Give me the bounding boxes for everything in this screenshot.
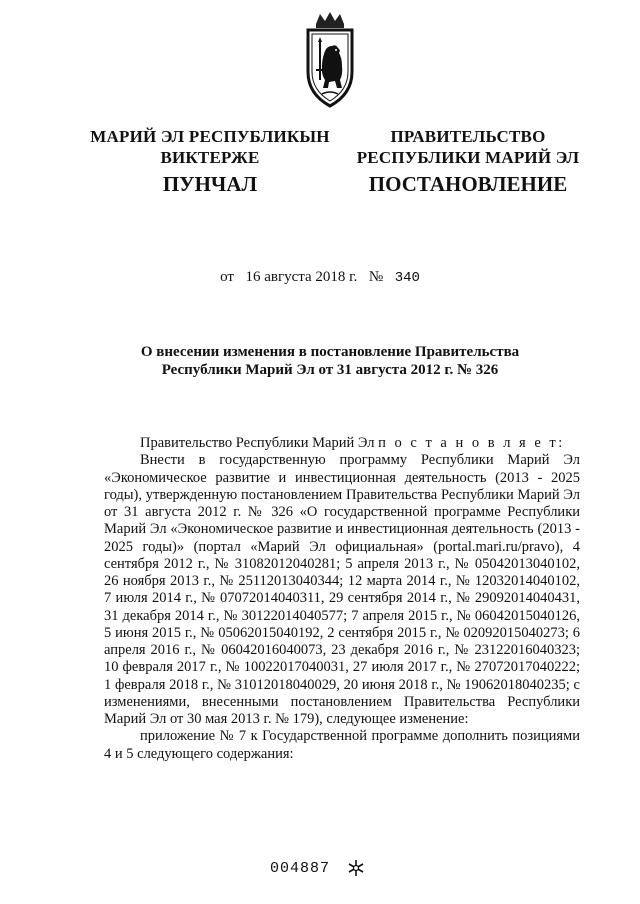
resolution-intro xyxy=(104,435,580,452)
header-right-line1: ПРАВИТЕЛЬСТВО xyxy=(390,127,546,146)
main-paragraph: Внести в государственную программу Республики Марий Эл «Экономическое развитие и инвестиционная деятельность (2013 - 2025 годы), утвержденную постановлением Правительства Республики Марий Эл от 31 августа 2012 г. № 326 «О государственной программе Республики Марий Эл «Экономическое развитие и инвестиционная деятельность (2013 - 2025 годы)» (портал «Марий Эл официальная» (portal.mari.ru/pravo), 4 сентября 2012 г., № 31082012040281; 5 апреля 2013 г., № 05042013040102, 26 ноября 2013 г., № 25112013040344; 12 марта 2014 г., № 12032014040102, 7 июля 2014 г., № 07072014040311, 29 сентября 2014 г., № 29092014040431, 31 декабря 2014 г., № 30122014040577; 7 апреля 2015 г., № 06042015040126, 5 июня 2015 г., № 05062015040192, 2 сентября 2015 г., № 02092015040273; 6 апреля 2016 г., № 06042016040073, 23 декабря 2016 г., № 23122016040323; 10 февраля 2017 г., № 10022017040031, 27 июля 2017 г., № 27072017040222; 1 февраля 2018 г., № 31012018040029, 20 июня 2018 г., № 19062018040235; с изменениями, внесенными постановлением Правительства Республики Марий Эл от 30 мая 2013 г. № 179), следующее изменение: xyxy=(104,452,580,727)
header-left xyxy=(90,126,330,168)
document-number: 340 xyxy=(394,270,420,286)
header-right xyxy=(348,126,588,168)
date-prefix: от xyxy=(220,269,234,285)
footer xyxy=(270,858,410,882)
document-body xyxy=(104,435,580,763)
document-date: 16 августа 2018 г. xyxy=(245,269,358,285)
coat-of-arms-icon xyxy=(300,10,360,110)
serial-number: 004887 xyxy=(270,860,331,877)
title-line1: О внесении изменения в постановление Правительства xyxy=(140,344,520,360)
doc-type-right: ПОСТАНОВЛЕНИЕ xyxy=(368,172,568,196)
doc-type-left: ПУНЧАЛ xyxy=(162,172,258,196)
date-line xyxy=(0,268,640,287)
asterisk-icon xyxy=(346,858,366,878)
appendix-paragraph: приложение № 7 к Государственной программе дополнить позициями 4 и 5 следующего содержания: xyxy=(104,728,580,762)
number-sign: № xyxy=(368,269,384,285)
title-line2: Республики Марий Эл от 31 августа 2012 г. № 326 xyxy=(161,362,499,378)
header-left-line2: ВИКТЕРЖЕ xyxy=(160,148,260,167)
resolves-word: п о с т а н о в л я е т: xyxy=(378,435,565,451)
government-name: Правительство Республики Марий Эл xyxy=(140,435,375,451)
header-right-line2: РЕСПУБЛИКИ МАРИЙ ЭЛ xyxy=(356,148,580,167)
header-left-line1: МАРИЙ ЭЛ РЕСПУБЛИКЫН xyxy=(90,127,330,146)
document-title xyxy=(80,343,580,379)
